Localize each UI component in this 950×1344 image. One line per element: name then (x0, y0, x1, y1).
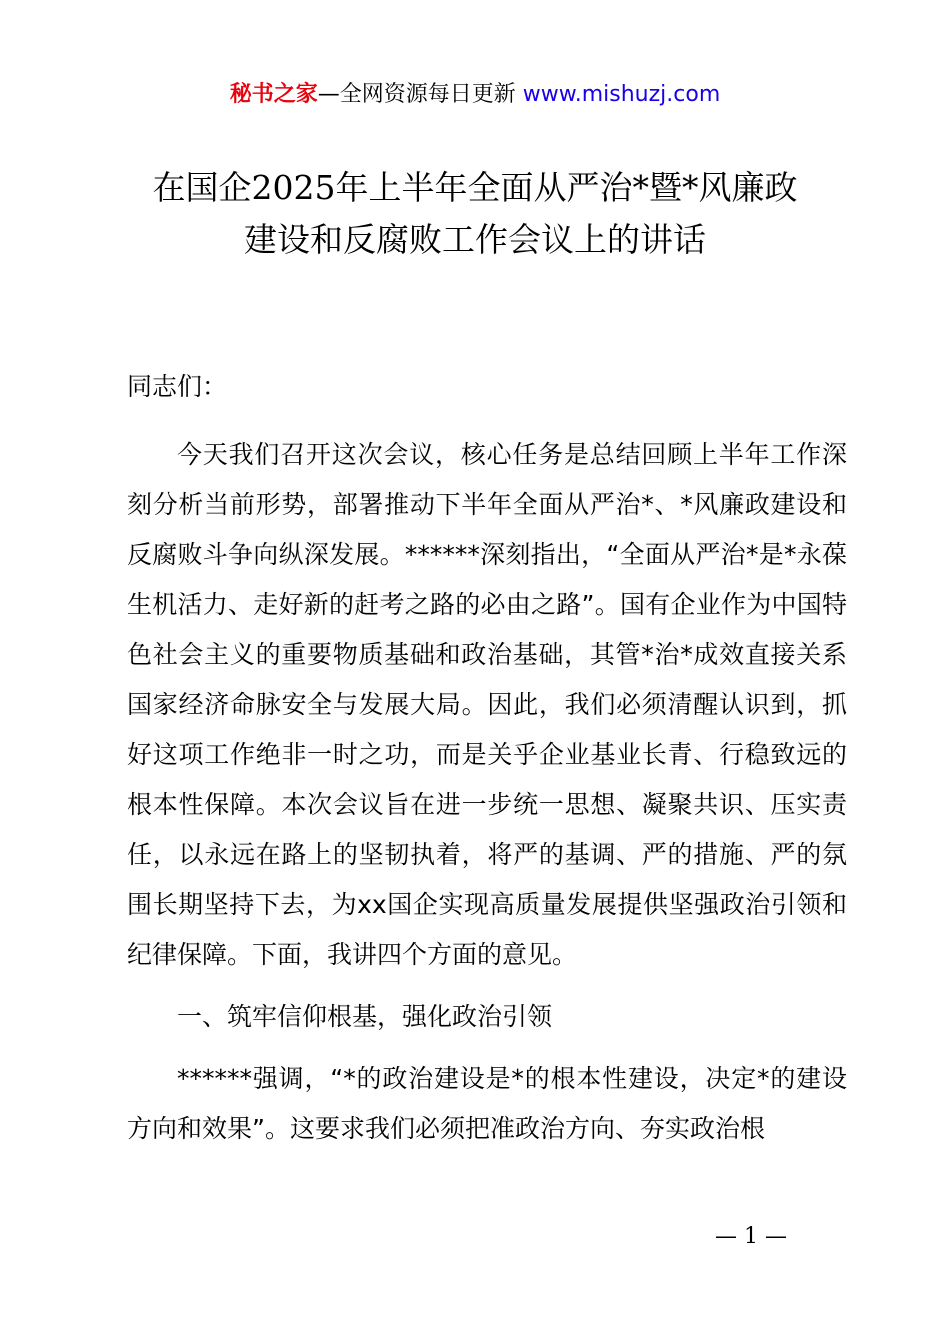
body-paragraph: ******强调，“*的政治建设是*的根本性建设，决定*的建设方向和效果”。这要求我们必须把准政治方向、夯实政治根 (127, 1064, 847, 1143)
site-header (0, 78, 950, 112)
title-line-2: 建设和反腐败工作会议上的讲话 (244, 220, 706, 259)
title-line-1: 在国企2025年上半年全面从严治*暨*风廉政 (152, 168, 798, 207)
section-heading: 一、筑牢信仰根基，强化政治引领 (177, 1002, 553, 1031)
site-url-link[interactable]: www.mishuzj.com (522, 82, 721, 107)
page-number: — 1 — (715, 1224, 787, 1249)
brand-name: 秘书之家 (229, 82, 318, 107)
body-paragraph: 今天我们召开这次会议，核心任务是总结回顾上半年工作深刻分析当前形势，部署推动下半年全面从严治*、*风廉政建设和反腐败斗争向纵深发展。******深刻指出，“全面从严治*是*永葆生机活力、走好新的赶考之路的必由之路”。国有企业作为中国特色社会主义的重要物质基础和政治基础，其管*治*成效直接关系国家经济命脉安全与发展大局。因此，我们必须清醒认识到，抓好这项工作绝非一时之功，而是关乎企业基业长青、行稳致远的根本性保障。本次会议旨在进一步统一思想、凝聚共识、压实责任，以永远在路上的坚韧执着，将严的基调、严的措施、严的氛围长期坚持下去，为xx国企实现高质量发展提供坚强政治引领和纪律保障。下面，我讲四个方面的意见。 (127, 440, 847, 969)
document-body (127, 362, 847, 1154)
header-tagline: —全网资源每日更新 (317, 82, 523, 107)
salutation: 同志们： (127, 372, 228, 401)
document-title (100, 162, 850, 266)
